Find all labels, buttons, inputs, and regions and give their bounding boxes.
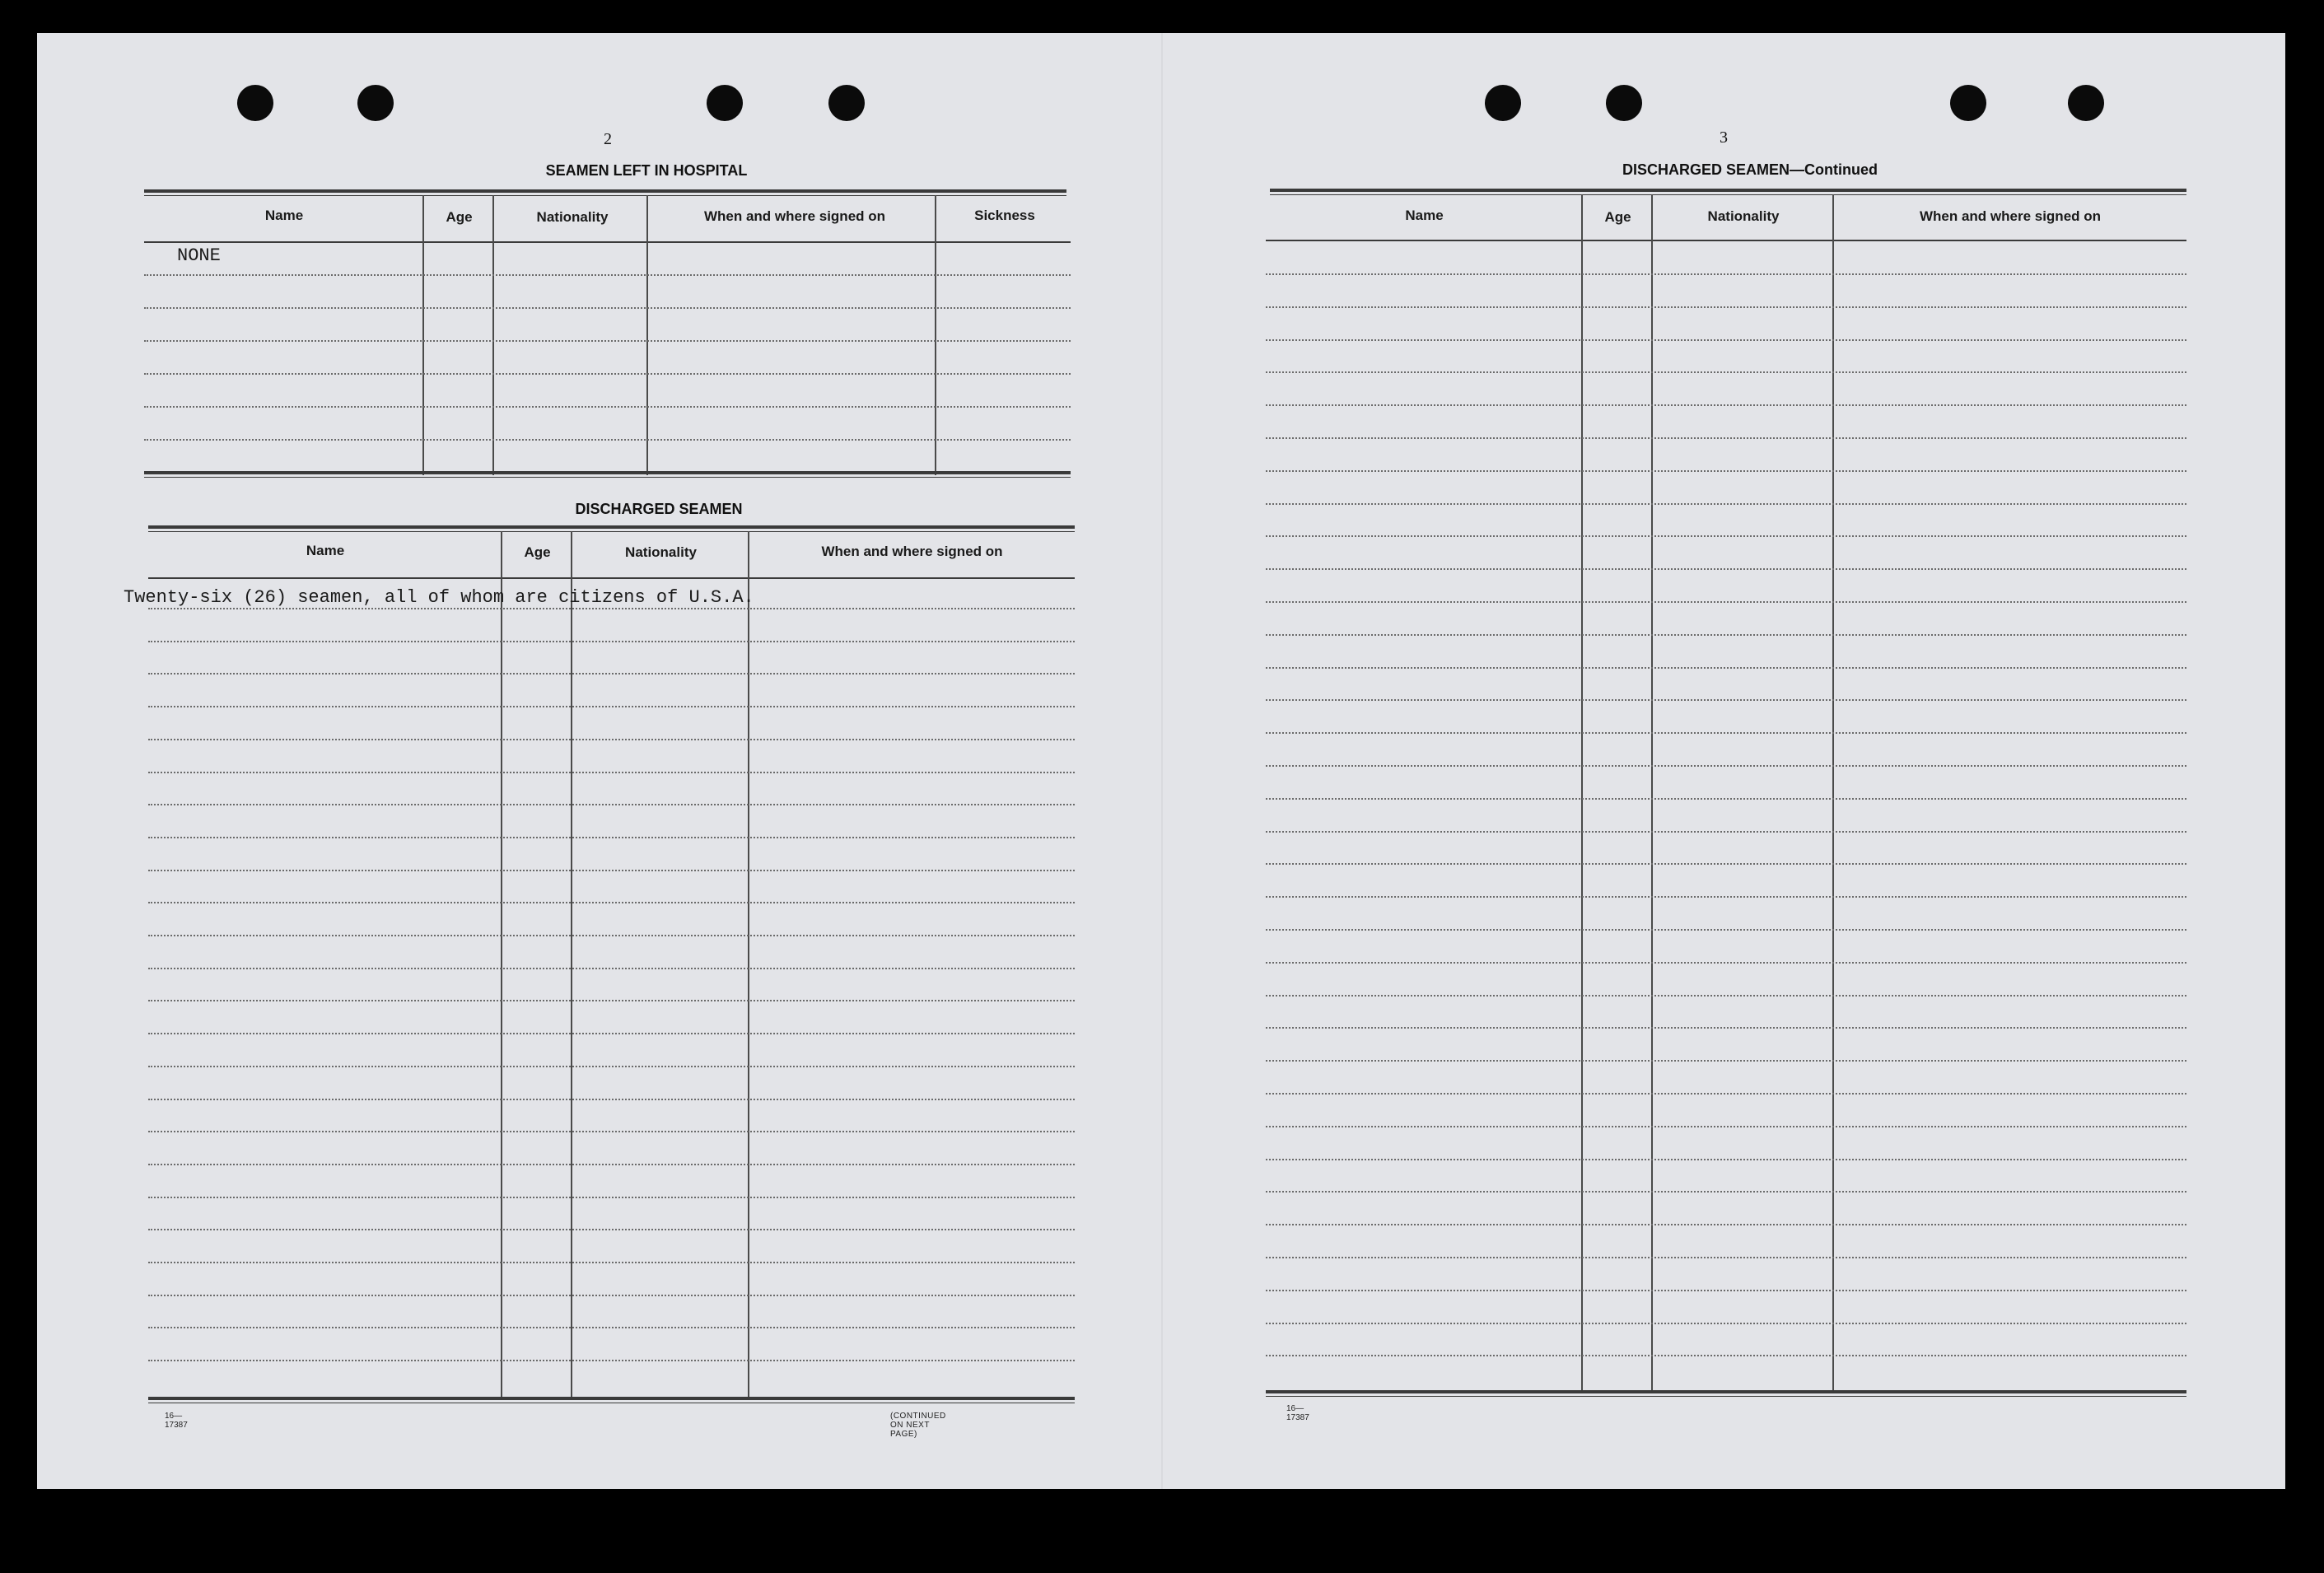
- column-divider: [492, 195, 494, 475]
- column-header-name: Name: [306, 543, 345, 558]
- table-row: [148, 1033, 1075, 1034]
- table-row: [1266, 1323, 2186, 1324]
- table-row: [144, 274, 1071, 276]
- hospital-entry: NONE: [177, 245, 221, 266]
- header-rule: [148, 577, 1075, 579]
- column-header-age: Age: [1604, 209, 1631, 225]
- top-rule: [1270, 189, 2186, 192]
- continued-note: (CONTINUED ON NEXT PAGE): [890, 1412, 946, 1439]
- table-row: [1266, 503, 2186, 505]
- column-divider: [646, 195, 648, 475]
- table-row: [1266, 1191, 2186, 1193]
- column-header-age: Age: [446, 209, 473, 225]
- discharged-entry: Twenty-six (26) seamen, all of whom are citizens of U.S.A.: [124, 587, 754, 608]
- table-row: [148, 1131, 1075, 1132]
- column-divider: [1832, 194, 1834, 1393]
- table-row: [1266, 1224, 2186, 1225]
- column-header-nationality: Nationality: [536, 209, 609, 225]
- table-row: [148, 772, 1075, 773]
- table-row: [148, 902, 1075, 903]
- page-number: 3: [1720, 128, 1728, 147]
- punch-hole: [237, 85, 273, 121]
- table-row: [1266, 1060, 2186, 1062]
- column-divider: [1651, 194, 1653, 1393]
- top-rule: [148, 531, 1075, 532]
- table-row: [148, 1099, 1075, 1100]
- table-row: [144, 307, 1071, 309]
- table-row: [148, 1229, 1075, 1230]
- column-header-sickness: Sickness: [974, 208, 1035, 223]
- punch-hole: [828, 85, 865, 121]
- table-row: [148, 1262, 1075, 1263]
- table-row: [1266, 798, 2186, 800]
- table-row: [1266, 601, 2186, 603]
- table-row: [148, 1327, 1075, 1328]
- table-row: [1266, 404, 2186, 406]
- column-header-signed-on: When and where signed on: [1919, 208, 2102, 224]
- column-header-signed-on: When and where signed on: [821, 544, 1003, 559]
- table-row: [148, 804, 1075, 805]
- table-row: [148, 1295, 1075, 1296]
- table-row: [1266, 1093, 2186, 1095]
- top-rule: [1270, 194, 2186, 195]
- table-row: [144, 439, 1071, 441]
- table-row: [1266, 863, 2186, 865]
- table-row: [148, 1000, 1075, 1001]
- table-row: [1266, 1159, 2186, 1160]
- table-row: [1266, 929, 2186, 931]
- bottom-rule: [144, 471, 1071, 474]
- punch-hole: [1950, 85, 1986, 121]
- table-row: [1266, 1257, 2186, 1258]
- column-divider: [501, 531, 502, 1400]
- column-divider: [935, 195, 936, 475]
- table-row: [1266, 437, 2186, 439]
- table-row: [1266, 1027, 2186, 1029]
- punch-hole: [2068, 85, 2104, 121]
- page-fold: [1161, 33, 1163, 1489]
- table-row: [1266, 535, 2186, 537]
- table-row: [1266, 962, 2186, 964]
- page-number: 2: [604, 130, 612, 148]
- column-divider: [748, 531, 749, 1400]
- table-row: [1266, 831, 2186, 833]
- table-row: [144, 340, 1071, 342]
- table-row: [148, 706, 1075, 707]
- hospital-section-title: SEAMEN LEFT IN HOSPITAL: [545, 162, 748, 179]
- table-row: [148, 837, 1075, 838]
- form-number: 16—17387: [1286, 1404, 1309, 1422]
- table-row: [148, 968, 1075, 969]
- table-row: [1266, 470, 2186, 472]
- table-row: [1266, 765, 2186, 767]
- table-row: [1266, 732, 2186, 734]
- discharged-continued-title: DISCHARGED SEAMEN—Continued: [1622, 161, 1878, 178]
- column-header-signed-on: When and where signed on: [703, 208, 886, 224]
- bottom-rule: [144, 477, 1071, 478]
- table-row: [1266, 896, 2186, 898]
- column-divider: [422, 195, 424, 475]
- table-row: [148, 641, 1075, 642]
- top-rule: [144, 195, 1066, 196]
- column-header-age: Age: [524, 544, 551, 560]
- column-header-name: Name: [264, 208, 304, 223]
- table-row: [1266, 273, 2186, 275]
- table-row: [1266, 306, 2186, 308]
- table-row: [1266, 699, 2186, 701]
- table-row: [1266, 1126, 2186, 1127]
- column-divider: [1581, 194, 1583, 1393]
- header-rule: [1266, 240, 2186, 241]
- document-sheet: [37, 33, 2285, 1489]
- table-row: [148, 739, 1075, 740]
- bottom-rule: [1266, 1390, 2186, 1393]
- table-row: [148, 870, 1075, 871]
- table-row: [148, 1066, 1075, 1067]
- punch-hole: [1485, 85, 1521, 121]
- table-row: [144, 406, 1071, 408]
- column-divider: [571, 531, 572, 1400]
- table-row: [148, 1197, 1075, 1198]
- table-row: [1266, 339, 2186, 341]
- table-row: [1266, 371, 2186, 373]
- bottom-rule: [1266, 1396, 2186, 1397]
- column-header-nationality: Nationality: [625, 544, 697, 560]
- column-header-nationality: Nationality: [1707, 208, 1780, 224]
- table-row: [148, 1164, 1075, 1165]
- bottom-rule: [148, 1397, 1075, 1400]
- table-row: [148, 1360, 1075, 1361]
- form-number: 16—17387: [165, 1412, 188, 1430]
- table-row: [148, 935, 1075, 936]
- top-rule: [148, 525, 1075, 529]
- table-row: [1266, 1290, 2186, 1291]
- table-row: [1266, 667, 2186, 669]
- column-header-name: Name: [1405, 208, 1444, 223]
- punch-hole: [707, 85, 743, 121]
- punch-hole: [1606, 85, 1642, 121]
- table-row: [148, 673, 1075, 674]
- table-row: [1266, 568, 2186, 570]
- table-row: [1266, 995, 2186, 997]
- top-rule: [144, 189, 1066, 193]
- table-row: [144, 373, 1071, 375]
- table-row: [1266, 634, 2186, 636]
- table-row: [1266, 1355, 2186, 1356]
- discharged-section-title: DISCHARGED SEAMEN: [575, 501, 743, 517]
- punch-hole: [357, 85, 394, 121]
- table-row: [148, 608, 1075, 609]
- header-rule: [144, 241, 1071, 243]
